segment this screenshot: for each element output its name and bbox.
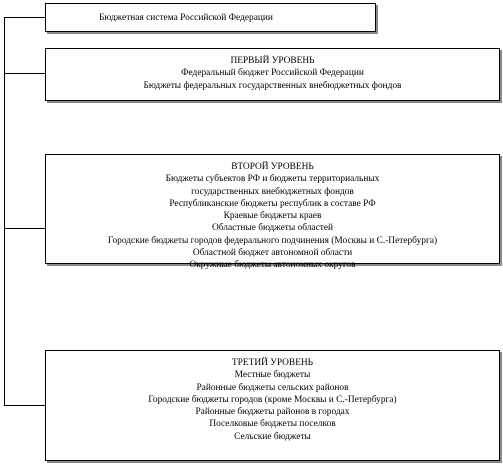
level-1-box xyxy=(45,48,500,101)
level-3-item: Поселковые бюджеты поселков xyxy=(209,419,336,430)
level-3-item: Городские бюджеты городов (кроме Москвы и С.-Петербурга) xyxy=(148,394,397,405)
level-2-item: Городские бюджеты городов федерального подчинения (Москвы и С.-Петербурга) xyxy=(107,235,438,246)
level-1-item: Бюджеты федеральных государственных внебюджетных фондов xyxy=(143,80,402,91)
connector-level-2 xyxy=(4,228,46,229)
level-2-item: Областной бюджет автономной области xyxy=(192,248,353,259)
connector-trunk xyxy=(4,17,5,406)
level-2-item: Окружные бюджеты автономных округов xyxy=(189,260,356,271)
connector-root xyxy=(4,17,46,18)
level-2-item: Республиканские бюджеты республик в составе РФ xyxy=(169,198,376,209)
level-2-item: Краевые бюджеты краев xyxy=(223,211,322,222)
level-3-box xyxy=(45,350,500,461)
level-3-item: Районные бюджеты районов в городах xyxy=(195,407,350,418)
connector-level-3 xyxy=(4,405,46,406)
root-title: Бюджетная система Российской Федерации xyxy=(99,13,273,23)
root-box xyxy=(45,3,376,32)
level-3-heading: ТРЕТИЙ УРОВЕНЬ xyxy=(231,358,314,368)
level-3-item: Районные бюджеты сельских районов xyxy=(196,382,349,393)
level-3-item: Сельские бюджеты xyxy=(234,431,311,442)
level-2-heading: ВТОРОЙ УРОВЕНЬ xyxy=(231,162,314,172)
level-2-item: Областные бюджеты областей xyxy=(211,223,334,234)
level-1-item: Федеральный бюджет Российской Федерации xyxy=(181,68,364,79)
level-3-item: Местные бюджеты xyxy=(234,370,311,381)
connector-level-1 xyxy=(4,73,46,74)
level-1-heading: ПЕРВЫЙ УРОВЕНЬ xyxy=(230,56,315,66)
level-2-item: Бюджеты субъектов РФ и бюджеты территориальных государственных внебюджетных фондов xyxy=(165,174,380,197)
level-2-box xyxy=(45,154,500,271)
